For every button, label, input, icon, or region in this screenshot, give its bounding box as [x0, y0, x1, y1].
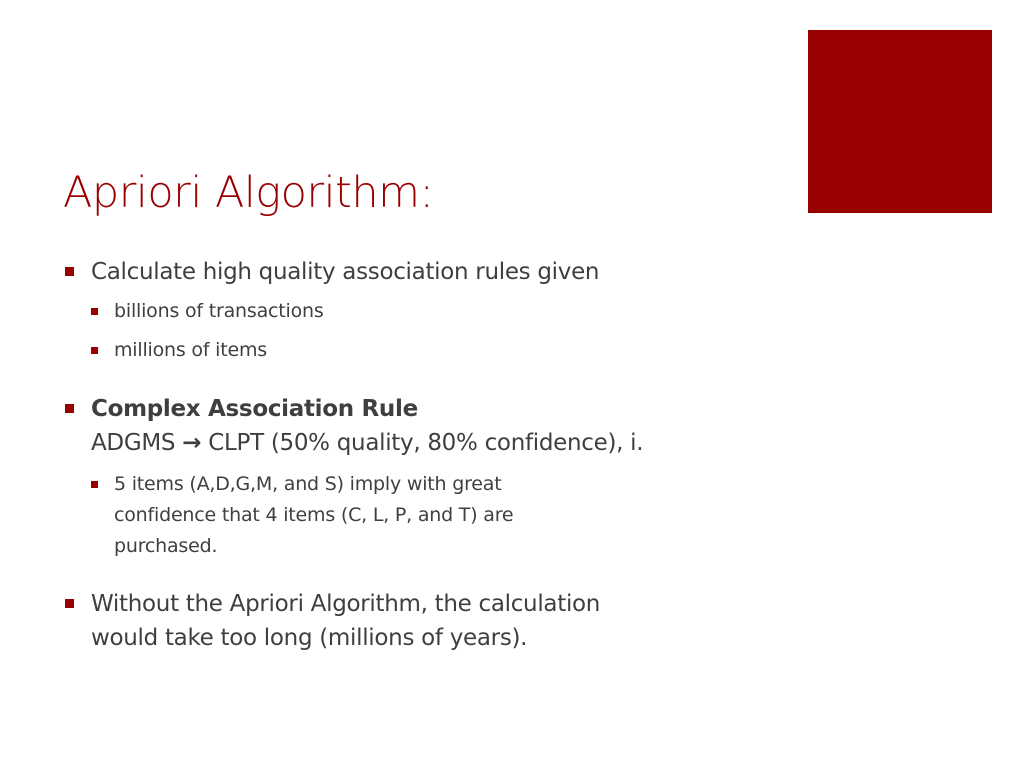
bullet-text-block — [91, 587, 600, 655]
subbullet-transactions — [91, 296, 324, 327]
subbullet-line: 5 items (A,D,G,M, and S) imply with great — [114, 473, 502, 495]
rule-heading: Complex Association Rule — [91, 396, 418, 422]
rule-expression — [91, 426, 643, 460]
accent-block — [808, 30, 992, 213]
bullet-without-apriori — [65, 587, 600, 655]
subbullet-line: confidence that 4 items (C, L, P, and T) are — [114, 504, 514, 526]
bullet-line: would take too long (millions of years). — [91, 625, 528, 651]
subbullet-line: purchased. — [114, 535, 218, 557]
subbullet-text-block — [114, 469, 513, 562]
bullet-complex-rule — [65, 392, 643, 460]
bullet-marker-icon — [65, 599, 74, 608]
subbullet-marker-icon — [91, 481, 98, 488]
bullet-marker-icon — [65, 267, 74, 276]
right-arrow-icon: → — [182, 430, 202, 456]
slide-title: Apriori Algorithm: — [63, 168, 434, 218]
subbullet-text: billions of transactions — [114, 300, 324, 322]
rule-consequent: CLPT (50% quality, 80% confidence), i. — [208, 430, 644, 456]
rule-antecedent: ADGMS — [91, 430, 176, 456]
subbullet-text: millions of items — [114, 339, 268, 361]
subbullet-marker-icon — [91, 308, 98, 315]
bullet-marker-icon — [65, 404, 74, 413]
subbullet-items — [91, 335, 267, 366]
bullet-calculate — [65, 255, 599, 289]
bullet-text-block — [91, 392, 643, 460]
bullet-line: Without the Apriori Algorithm, the calculation — [91, 591, 601, 617]
subbullet-marker-icon — [91, 347, 98, 354]
subbullet-rule-explanation — [91, 469, 513, 562]
bullet-text: Calculate high quality association rules given — [91, 259, 600, 285]
